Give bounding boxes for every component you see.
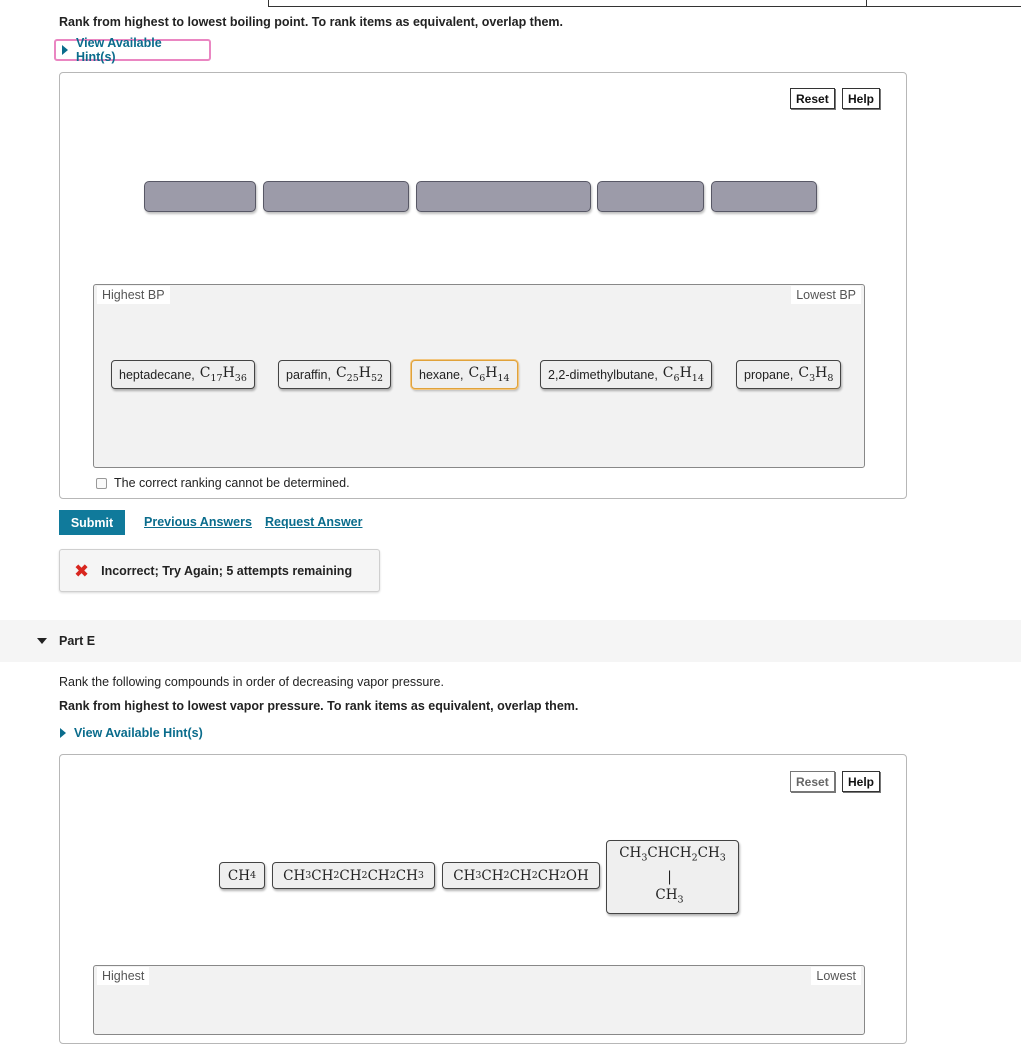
empty-slot[interactable] <box>597 181 704 212</box>
chip-name: hexane, <box>419 367 464 382</box>
request-answer-link[interactable]: Request Answer <box>265 515 363 529</box>
help-button[interactable]: Help <box>842 88 880 109</box>
previous-answers-link[interactable]: Previous Answers <box>144 515 252 529</box>
collapse-triangle-icon <box>37 638 47 644</box>
chip-butanol[interactable]: CH 3 CH 2 CH 2 CH 2 OH <box>442 862 600 889</box>
feedback-text: Incorrect; Try Again; 5 attempts remaining <box>101 563 353 578</box>
empty-slot[interactable] <box>263 181 409 212</box>
feedback-box <box>59 549 380 592</box>
chip-name: heptadecane, <box>119 367 195 382</box>
chip-paraffin[interactable] <box>278 360 391 389</box>
reset-button[interactable]: Reset <box>790 771 835 792</box>
part-e-rank-zone[interactable] <box>93 965 865 1035</box>
empty-slot[interactable] <box>711 181 817 212</box>
part-e-prompt: Rank the following compounds in order of decreasing vapor pressure. <box>59 675 444 689</box>
chip-methane[interactable]: CH 4 <box>219 862 265 889</box>
top-partial-bar <box>268 0 1021 7</box>
cannot-determine-row[interactable] <box>96 476 350 490</box>
help-button[interactable]: Help <box>842 771 880 792</box>
expand-triangle-icon <box>62 45 68 55</box>
part-e-instruction: Rank from highest to lowest vapor pressure. To rank items as equivalent, overlap them. <box>59 699 579 713</box>
part-e-hint-link[interactable] <box>54 722 211 744</box>
part-e-header[interactable] <box>0 620 1021 662</box>
lowest-bp-label: Lowest BP <box>791 286 861 304</box>
error-x-icon: ✖ <box>74 560 90 581</box>
chip-propane[interactable] <box>736 360 841 389</box>
chip-formula: $C_{25}H_{52}$ <box>335 365 384 384</box>
chip-formula: $C_6H_{14}$ <box>468 365 510 384</box>
reset-button[interactable]: Reset <box>790 88 835 109</box>
chip-methylbutane[interactable]: $CH_3CHCH_2CH_3$ | $CH_3$ <box>606 840 739 914</box>
submit-button[interactable]: Submit <box>59 510 125 535</box>
expand-triangle-icon <box>60 728 66 738</box>
empty-slot[interactable] <box>144 181 256 212</box>
chip-pentane[interactable]: CH 3 CH 2 CH 2 CH 2 CH 3 <box>272 862 435 889</box>
part-e-title: Part E <box>59 634 96 648</box>
part-d-hint-link[interactable] <box>54 36 211 64</box>
highest-label: Highest <box>97 967 149 985</box>
hint-label: View Available Hint(s) <box>76 36 162 64</box>
chip-name: propane, <box>744 367 794 382</box>
chip-formula: $C_{17}H_{36}$ <box>199 365 247 384</box>
part-d-instruction: Rank from highest to lowest boiling point. To rank items as equivalent, overlap them. <box>59 15 564 29</box>
chip-dimethylbutane[interactable] <box>540 360 712 389</box>
cannot-determine-label: The correct ranking cannot be determined. <box>114 476 350 490</box>
cannot-determine-checkbox[interactable] <box>96 478 107 489</box>
chip-name: 2,2-dimethylbutane, <box>548 367 658 382</box>
chip-hexane[interactable] <box>411 360 518 389</box>
chip-formula: $C_6H_{14}$ <box>662 365 704 384</box>
chip-heptadecane[interactable] <box>111 360 255 389</box>
highest-bp-label: Highest BP <box>97 286 170 304</box>
chip-name: paraffin, <box>286 367 331 382</box>
empty-slot[interactable] <box>416 181 591 212</box>
chip-formula: $C_3H_8$ <box>798 365 834 384</box>
hint-label: View Available Hint(s) <box>74 726 203 740</box>
lowest-label: Lowest <box>811 967 861 985</box>
